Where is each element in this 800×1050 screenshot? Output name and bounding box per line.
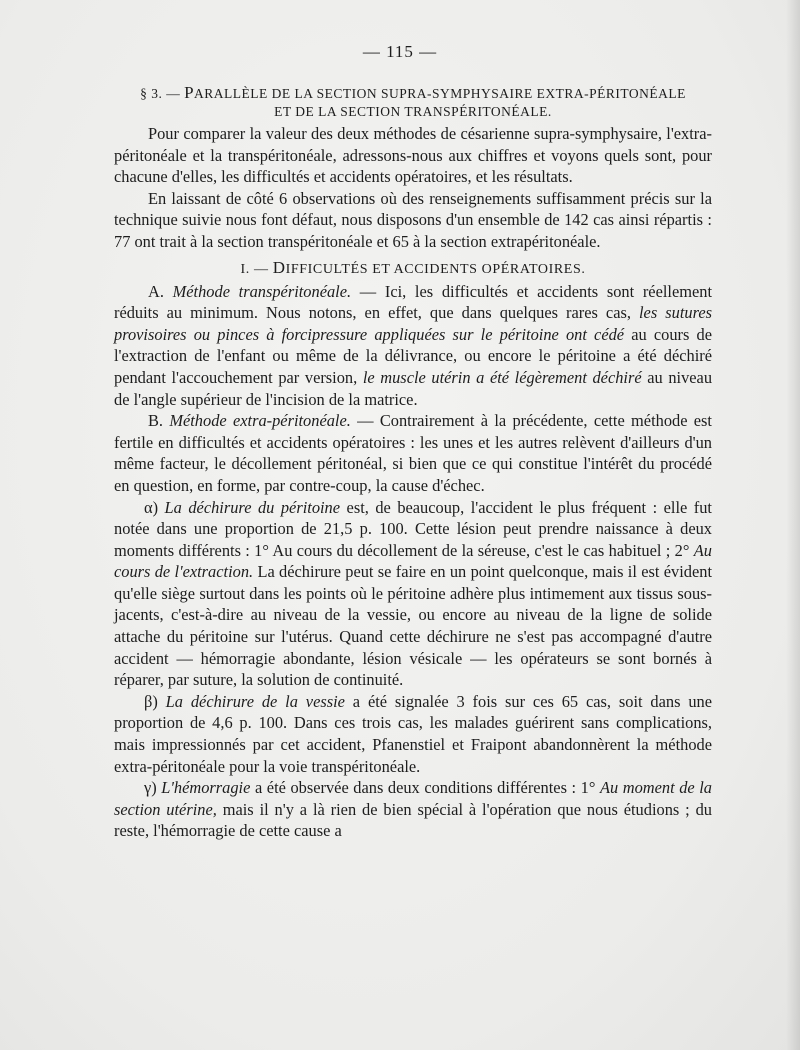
paragraph-transperitoneal: A. Méthode transpéritonéale. — Ici, les difficultés et accidents sont réellement réduits au minimum. Nous notons, en effet, que dans quelques rares cas, les sutures provisoires ou pinces à forcipressure appliquées sur le péritoine ont cédé au cours de l'extraction de l'enfant ou même de la délivrance, ou encore le péritoine a été déchiré pendant l'accouchement par version, le muscle utérin a été légèrement déchiré au niveau de l'angle supérieur de l'incision de la matrice. [114, 281, 713, 409]
page-number: — 115 — [362, 42, 438, 61]
item-gamma-hemorrhage: γ) L'hémorragie a été observée dans deux conditions différentes : 1° Au moment de la section utérine, mais il n'y a là rien de bien spécial à l'opération que nous étudions ; du reste, l'hémorragie de cette cause a [114, 778, 712, 841]
section-heading [108, 84, 718, 121]
page-edge-shadow [786, 0, 800, 1050]
subsection-heading: I. — DIFFICULTÉS ET ACCIDENTS OPÉRATOIRES. [240, 257, 586, 277]
section-heading-line-2: ET DE LA SECTION TRANSPÉRITONÉALE. [274, 104, 552, 119]
page-body [114, 84, 712, 842]
item-alpha-peritoneum-tear: α) La déchirure du péritoine est, de beaucoup, l'accident le plus fréquent : elle fut notée dans une proportion de 21,5 p. 100. Cette lésion peut prendre naissance à deux moments différents : 1° Au cours du décollement de la séreuse, c'est le cas habituel ; 2° Au cours de l'extraction. La déchirure peut se faire en un point quelconque, mais il est évident qu'elle siège surtout dans les points où le péritoine adhère plus intimement aux tissus sous-jacents, c'est-à-dire au niveau de la vessie, ou encore au niveau de la ligne de solide attache du péritoine sur l'utérus. Quand cette déchirure ne s'est pas accompagné d'autre accident — hémorragie abondante, lésion vésicale — les opérateurs se sont bornés à réparer, par suture, la solution de continuité. [114, 497, 712, 690]
paragraph-comparison: Pour comparer la valeur des deux méthodes de césarienne supra-symphysaire, l'extra-péritonéale et la transpéritonéale, adressons-nous aux chiffres et voyons quels sont, pour chacune d'elles, les difficultés et accidents opératoires, et les résultats. [114, 124, 712, 187]
item-beta-bladder-tear: β) La déchirure de la vessie a été signalée 3 fois sur ces 65 cas, soit dans une proportion de 4,6 p. 100. Dans ces trois cas, les malades guérirent sans complications, mais impressionnés par cet accident, Pfanenstiel et Fraipont abandonnèrent la méthode extra-péritonéale pour la voie transpéritonéale. [114, 691, 712, 776]
section-heading-line-1: § 3. — PARALLÈLE DE LA SECTION SUPRA-SYMPHYSAIRE EXTRA-PÉRITONÉALE [140, 83, 686, 102]
paragraph-cases: En laissant de côté 6 observations où des renseignements suffisamment précis sur la technique suivie nous font défaut, nous disposons d'un ensemble de 142 cas ainsi répartis : 77 ont trait à la section transpéritonéale et 65 à la section extrapéritonéale. [114, 188, 712, 251]
paragraph-extraperitoneal: B. Méthode extra-péritonéale. — Contrairement à la précédente, cette méthode est fertile en difficultés et accidents opératoires : les unes et les autres relèvent d'ailleurs d'un même facteur, le décollement péritonéal, si bien que ce qui constitue l'intérêt du procédé en question, en forme, par contre-coup, la cause d'échec. [114, 411, 712, 495]
